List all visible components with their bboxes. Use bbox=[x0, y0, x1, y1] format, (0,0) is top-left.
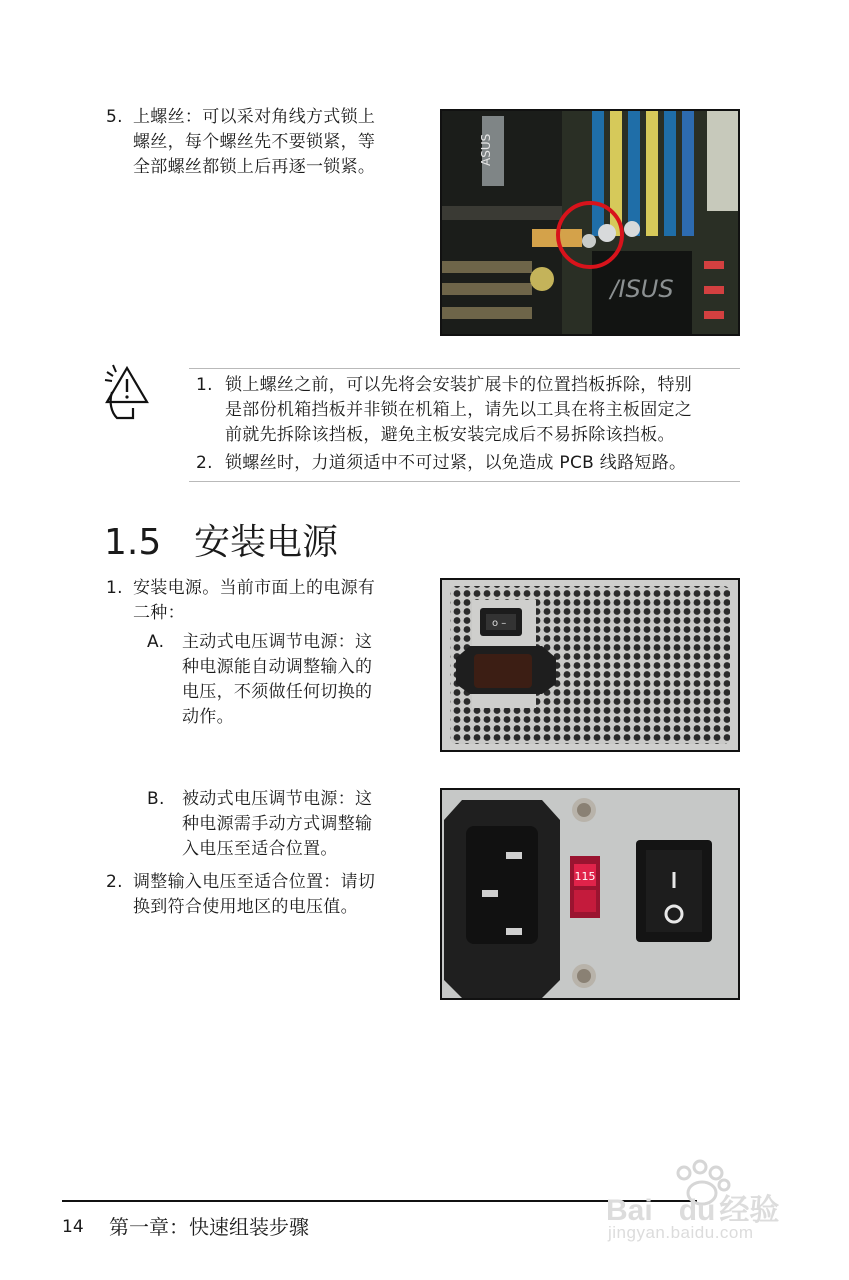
step-line: 上螺丝：可以采对角线方式锁上 bbox=[133, 107, 376, 127]
subitem-text bbox=[182, 787, 372, 862]
psu-step-1 bbox=[106, 576, 426, 628]
psu-panel-image bbox=[442, 580, 738, 750]
note-line: 是部份机箱挡板并非锁在机箱上，请先以工具在将主板固定之 bbox=[225, 400, 693, 420]
page-number: 14 bbox=[62, 1217, 84, 1237]
subitem-letter: A. bbox=[147, 632, 165, 652]
note-number: 2. bbox=[196, 453, 213, 473]
note-text bbox=[225, 373, 692, 448]
caution-hand-icon bbox=[103, 362, 151, 420]
motherboard-image bbox=[442, 111, 738, 334]
section-number: 1.5 bbox=[104, 522, 162, 563]
asus-heatsink-logo: /ISUS bbox=[610, 275, 674, 303]
watermark-url: jingyan.baidu.com bbox=[608, 1223, 754, 1242]
motherboard-screw-photo bbox=[440, 109, 740, 336]
subitem-line: 主动式电压调节电源：这 bbox=[182, 632, 373, 652]
psu-step-2 bbox=[106, 870, 426, 922]
baidu-jingyan-watermark bbox=[606, 1155, 806, 1255]
watermark-cn: 经验 bbox=[719, 1194, 780, 1227]
note-item-2 bbox=[196, 451, 746, 477]
note-line: 锁上螺丝之前，可以先将会安装扩展卡的位置挡板拆除，特别 bbox=[225, 375, 693, 395]
subitem-line: 被动式电压调节电源：这 bbox=[182, 789, 373, 809]
step-line: 螺丝，每个螺丝先不要锁紧，等 bbox=[133, 132, 376, 152]
note-line: 锁螺丝时，力道须适中不可过紧，以免造成 PCB 线路短路。 bbox=[225, 453, 687, 473]
footer-rule bbox=[62, 1200, 697, 1202]
step-text bbox=[133, 105, 375, 180]
step-line: 全部螺丝都锁上后再逐一锁紧。 bbox=[133, 157, 376, 177]
step-line: 二种： bbox=[133, 603, 185, 623]
subitem-line: 种电源能自动调整输入的 bbox=[182, 657, 373, 677]
step-line: 调整输入电压至适合位置：请切 bbox=[133, 872, 376, 892]
subitem-letter: B. bbox=[147, 789, 165, 809]
voltage-switch-photo bbox=[440, 788, 740, 1000]
notes-top-rule bbox=[189, 368, 740, 369]
step-line: 换到符合使用地区的电压值。 bbox=[133, 897, 358, 917]
chapter-title: 第一章：快速组装步骤 bbox=[109, 1215, 309, 1239]
step-text bbox=[133, 576, 375, 626]
psu-panel-photo bbox=[440, 578, 740, 752]
voltage-switch-image bbox=[442, 790, 738, 998]
step-number: 1. bbox=[106, 578, 123, 598]
watermark-brand-part2: du bbox=[678, 1194, 716, 1227]
psu-switch-mark: o – bbox=[492, 618, 507, 629]
psu-subitem-b bbox=[147, 787, 427, 865]
asus-logo: ASUS bbox=[479, 133, 493, 166]
step-5 bbox=[106, 105, 426, 185]
note-icon bbox=[103, 362, 151, 420]
note-text bbox=[225, 451, 686, 476]
step-number: 2. bbox=[106, 872, 123, 892]
subitem-line: 种电源需手动方式调整输 bbox=[182, 814, 373, 834]
watermark-brand-part1: Bai bbox=[606, 1194, 653, 1227]
subitem-line: 电压，不须做任何切换的 bbox=[182, 682, 373, 702]
section-heading bbox=[104, 521, 504, 565]
voltage-value: 115 bbox=[574, 870, 596, 883]
psu-subitem-a bbox=[147, 630, 427, 732]
notes-bottom-rule bbox=[189, 481, 740, 482]
subitem-line: 入电压至适合位置。 bbox=[182, 839, 338, 859]
subitem-line: 动作。 bbox=[182, 707, 234, 727]
step-text bbox=[133, 870, 375, 920]
step-line: 安装电源。当前市面上的电源有 bbox=[133, 578, 376, 598]
step-number: 5. bbox=[106, 107, 123, 127]
note-line: 前就先拆除该挡板，避免主板安装完成后不易拆除该挡板。 bbox=[225, 425, 675, 445]
section-title: 安装电源 bbox=[194, 522, 339, 563]
subitem-text bbox=[182, 630, 372, 730]
note-number: 1. bbox=[196, 375, 213, 395]
note-item-1 bbox=[196, 373, 746, 451]
